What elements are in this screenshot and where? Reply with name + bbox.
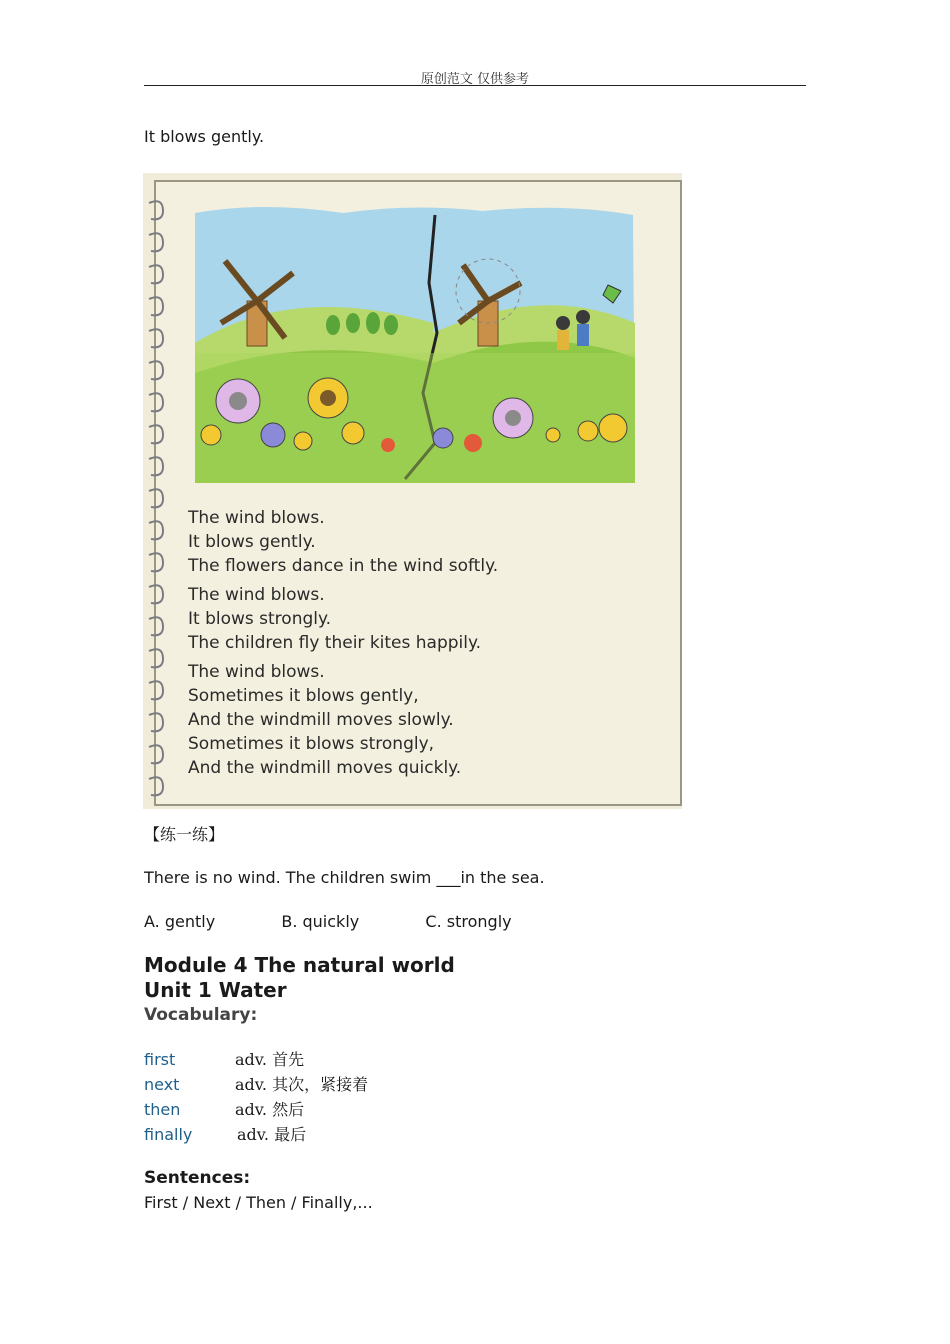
textbook-illustration	[143, 173, 682, 809]
vocab-row	[144, 1075, 368, 1095]
sentences-text: First / Next / Then / Finally,...	[144, 1193, 373, 1212]
vocabulary-heading: Vocabulary:	[144, 1005, 258, 1025]
vocab-meaning: adv. 然后	[235, 1100, 305, 1119]
poem-line: The wind blows.	[188, 508, 325, 528]
intro-line: It blows gently.	[144, 127, 265, 146]
poem-line: The flowers dance in the wind softly.	[188, 556, 499, 576]
poem-line: Sometimes it blows strongly,	[188, 734, 435, 754]
practice-title: 【练一练】	[144, 825, 225, 844]
poem-line: And the windmill moves quickly.	[188, 758, 462, 778]
header-divider	[144, 85, 806, 86]
poem-line: The wind blows.	[188, 585, 325, 605]
vocab-word: next	[144, 1075, 180, 1094]
vocab-row	[144, 1050, 304, 1070]
header-text: 原创范文 仅供参考	[420, 72, 530, 87]
poem-line: It blows strongly.	[188, 609, 332, 629]
option-c: C. strongly	[425, 912, 512, 931]
vocab-word: finally	[144, 1125, 193, 1144]
vocab-meaning: adv. 其次，紧接着	[235, 1075, 369, 1094]
module-title: Module 4 The natural world	[144, 953, 455, 977]
poem-line: And the windmill moves slowly.	[188, 710, 454, 730]
vocab-row	[144, 1100, 304, 1120]
poem-line: Sometimes it blows gently,	[188, 686, 419, 706]
poem-line: The wind blows.	[188, 662, 325, 682]
practice-question: There is no wind. The children swim ___in the sea.	[144, 868, 545, 887]
option-a: A. gently	[144, 912, 216, 931]
vocab-word: first	[144, 1050, 176, 1069]
vocab-meaning: adv. 首先	[235, 1050, 305, 1069]
practice-options	[144, 912, 512, 932]
sentences-heading: Sentences:	[144, 1168, 251, 1188]
poem-line: It blows gently.	[188, 532, 316, 552]
unit-title: Unit 1 Water	[144, 978, 287, 1002]
option-b: B. quickly	[281, 912, 360, 931]
vocab-word: then	[144, 1100, 181, 1119]
vocab-meaning: adv. 最后	[237, 1125, 307, 1144]
vocab-row	[144, 1125, 306, 1145]
poem-line: The children fly their kites happily.	[188, 633, 482, 653]
